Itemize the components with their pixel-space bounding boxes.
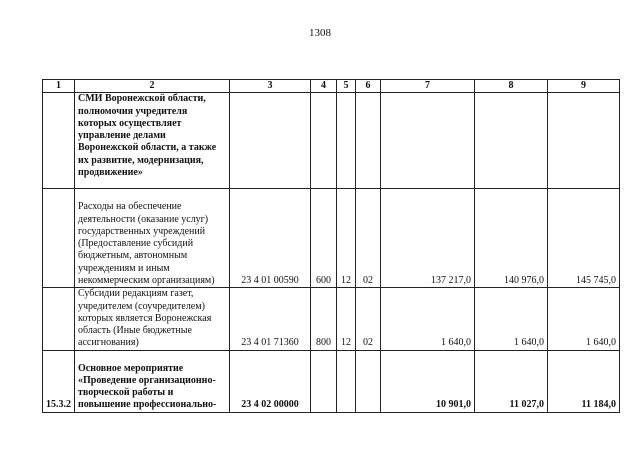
- row-name: Субсидии редакциям газет, учредителем (соучредителем) которых является Воронежская область (Иные бюджетные ассигнования): [75, 288, 230, 350]
- row-name: Расходы на обеспечение деятельности (оказание услуг) государственных учреждений (Предоставление субсидий бюджетным, автономным учреждениям и иным некоммерческим организациям): [75, 189, 230, 288]
- row-vr: 800: [311, 288, 337, 350]
- row-number: [43, 189, 75, 288]
- row-value-8: 140 976,0: [475, 189, 548, 288]
- row-name: Основное мероприятие «Проведение организационно-творческой работы и повышение профессионально-: [75, 350, 230, 412]
- row-value-9: 1 640,0: [548, 288, 620, 350]
- row-pr: [356, 93, 381, 189]
- row-number: [43, 93, 75, 189]
- row-vr: [311, 350, 337, 412]
- row-value-7: 137 217,0: [381, 189, 475, 288]
- table-row: [43, 93, 620, 189]
- header-row: [43, 80, 620, 93]
- row-rz: [337, 93, 356, 189]
- row-rz: 12: [337, 189, 356, 288]
- header-cell: 8: [475, 80, 548, 93]
- row-value-9: 11 184,0: [548, 350, 620, 412]
- row-pr: 02: [356, 288, 381, 350]
- header-cell: 6: [356, 80, 381, 93]
- row-number: 15.3.2: [43, 350, 75, 412]
- row-value-9: 145 745,0: [548, 189, 620, 288]
- row-vr: 600: [311, 189, 337, 288]
- row-code: 23 4 02 00000: [230, 350, 311, 412]
- page-number: 1308: [309, 27, 331, 39]
- row-code: 23 4 01 71360: [230, 288, 311, 350]
- row-value-8: 11 027,0: [475, 350, 548, 412]
- table-row: [43, 189, 620, 288]
- row-value-7: 10 901,0: [381, 350, 475, 412]
- row-number: [43, 288, 75, 350]
- header-cell: 7: [381, 80, 475, 93]
- row-pr: 02: [356, 189, 381, 288]
- header-cell: 5: [337, 80, 356, 93]
- row-rz: 12: [337, 288, 356, 350]
- row-rz: [337, 350, 356, 412]
- table-row: [43, 350, 620, 412]
- header-cell: 9: [548, 80, 620, 93]
- row-code: 23 4 01 00590: [230, 189, 311, 288]
- row-value-7: [381, 93, 475, 189]
- row-value-9: [548, 93, 620, 189]
- header-cell: 3: [230, 80, 311, 93]
- row-code: [230, 93, 311, 189]
- header-cell: 4: [311, 80, 337, 93]
- header-cell: 1: [43, 80, 75, 93]
- row-pr: [356, 350, 381, 412]
- table-row: [43, 288, 620, 350]
- row-vr: [311, 93, 337, 189]
- header-cell: 2: [75, 80, 230, 93]
- row-value-8: [475, 93, 548, 189]
- row-name: СМИ Воронежской области, полномочия учредителя которых осуществляет управление делами Воронежской области, а также их развитие, модернизация, продвижение»: [75, 93, 230, 189]
- budget-table: [42, 79, 620, 413]
- row-value-8: 1 640,0: [475, 288, 548, 350]
- row-value-7: 1 640,0: [381, 288, 475, 350]
